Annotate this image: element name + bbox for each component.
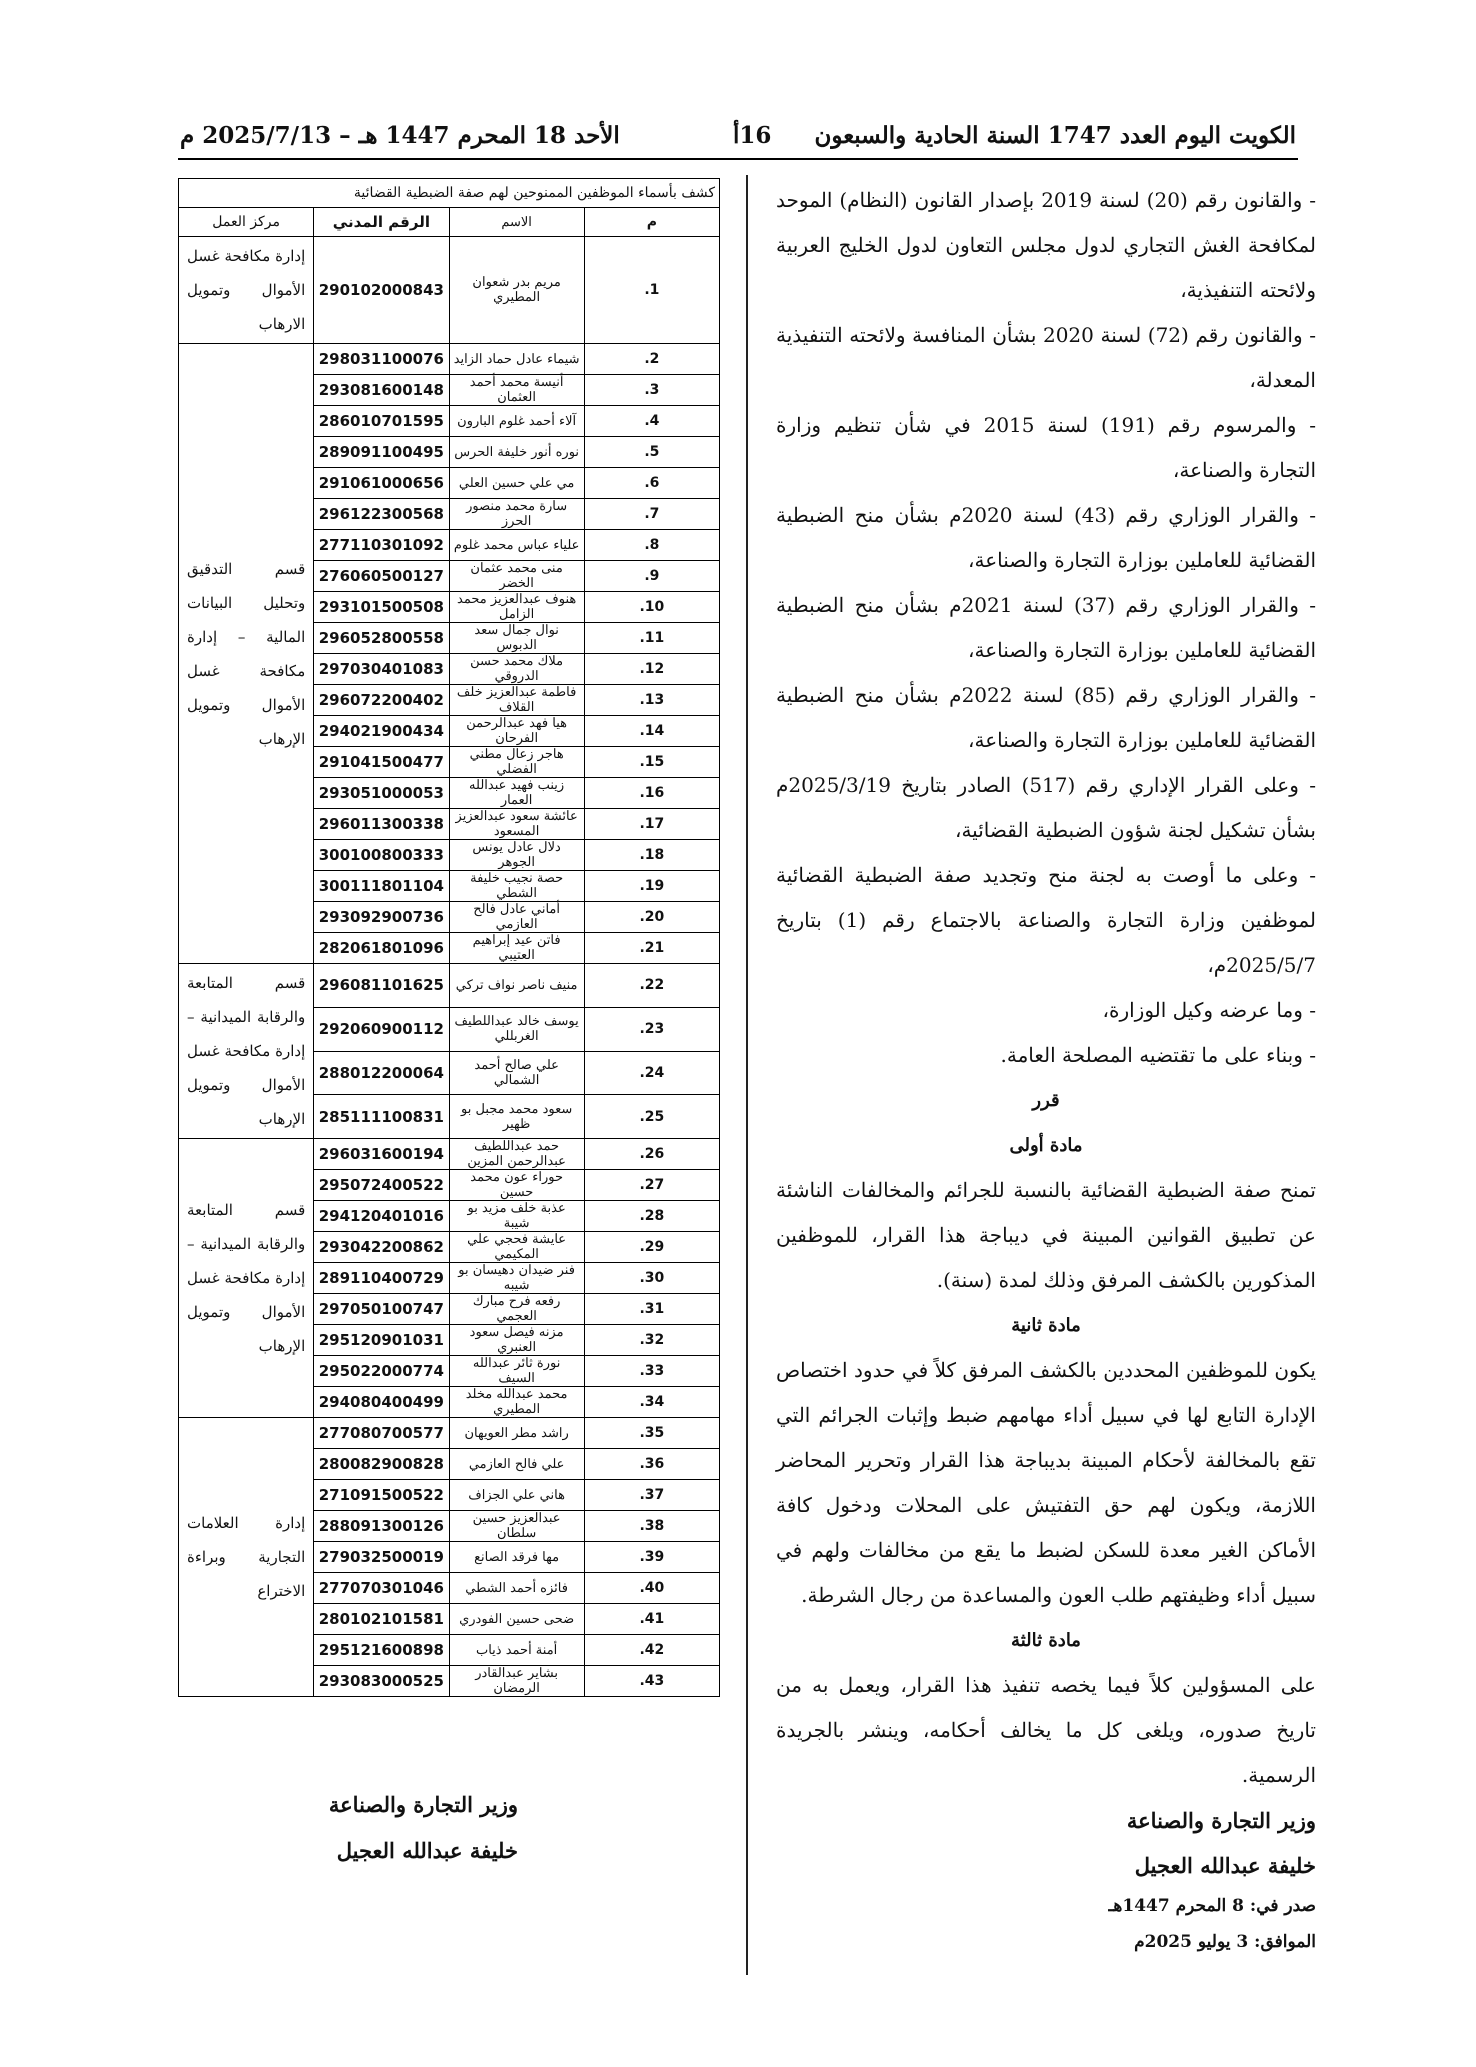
work-center: قسم التدقيق وتحليل البيانات المالية – إدارة مكافحة غسل الأموال وتمويل الإرهاب — [179, 344, 314, 964]
employee-name: بشاير عبدالقادر الرمضان — [449, 1666, 584, 1697]
table-row — [179, 344, 720, 375]
employee-name: منى محمد عثمان الخضر — [449, 561, 584, 592]
civil-id: 271091500522 — [314, 1480, 449, 1511]
civil-id: 277110301092 — [314, 530, 449, 561]
row-number: 6. — [584, 468, 719, 499]
employee-name: عبدالعزيز حسين سلطان — [449, 1511, 584, 1542]
row-number: 40. — [584, 1573, 719, 1604]
row-number: 31. — [584, 1294, 719, 1325]
preamble-item: - وعلى ما أوصت به لجنة منح وتجديد صفة الضبطية القضائية لموظفين وزارة التجارة والصناعة بالاجتماع رقم (1) بتاريخ 2025/5/7م، — [776, 863, 1316, 977]
employee-name: أماني عادل فالح العازمي — [449, 902, 584, 933]
civil-id: 294021900434 — [314, 716, 449, 747]
civil-id: 289110400729 — [314, 1263, 449, 1294]
article-1-title: مادة أولى — [1009, 1135, 1083, 1156]
employee-name: مي علي حسين العلي — [449, 468, 584, 499]
row-number: 8. — [584, 530, 719, 561]
issue-date-hijri: صدر في: 8 المحرم 1447هـ — [1108, 1896, 1316, 1916]
page-header — [178, 118, 1298, 160]
article-1-text: تمنح صفة الضبطية القضائية بالنسبة للجرائم والمخالفات الناشئة عن تطبيق القوانين المبينة في ديباجة هذا القرار، للموظفين المذكورين بالكشف المرفق وذلك لمدة (سنة). — [776, 1178, 1316, 1292]
preamble-item: - والقانون رقم (72) لسنة 2020 بشأن المنافسة ولائحته التنفيذية المعدلة، — [776, 323, 1316, 392]
minister-name: خليفة عبدالله العجيل — [1134, 1853, 1316, 1878]
employee-name: علي فالح العازمي — [449, 1449, 584, 1480]
employee-name: رفعه فرح مبارك العجمي — [449, 1294, 584, 1325]
table-signature — [178, 1782, 518, 1874]
employee-name: فائزه أحمد الشطي — [449, 1573, 584, 1604]
work-center: قسم المتابعة والرقابة الميدانية – إدارة مكافحة غسل الأموال وتمويل الإرهاب — [179, 1139, 314, 1418]
civil-id: 280102101581 — [314, 1604, 449, 1635]
employee-name: دلال عادل يونس الجوهر — [449, 840, 584, 871]
civil-id: 296072200402 — [314, 685, 449, 716]
employees-table — [178, 178, 720, 1697]
civil-id: 295120901031 — [314, 1325, 449, 1356]
civil-id: 294120401016 — [314, 1201, 449, 1232]
signature-name: خليفة عبدالله العجيل — [336, 1838, 518, 1863]
civil-id: 293051000053 — [314, 778, 449, 809]
civil-id: 276060500127 — [314, 561, 449, 592]
employee-name: مريم بدر شعوان المطيري — [449, 237, 584, 344]
employee-name: محمد عبدالله مخلد المطيري — [449, 1387, 584, 1418]
employee-name: هنوف عبدالعزيز محمد الزامل — [449, 592, 584, 623]
civil-id: 294080400499 — [314, 1387, 449, 1418]
row-number: 9. — [584, 561, 719, 592]
civil-id: 296052800558 — [314, 623, 449, 654]
civil-id: 290102000843 — [314, 237, 449, 344]
work-center: إدارة العلامات التجارية وبراءة الاختراع — [179, 1418, 314, 1697]
table-row — [179, 237, 720, 344]
civil-id: 291041500477 — [314, 747, 449, 778]
civil-id: 291061000656 — [314, 468, 449, 499]
employee-name: يوسف خالد عبداللطيف الغربللي — [449, 1007, 584, 1051]
employee-name: زينب فهيد عبدالله العمار — [449, 778, 584, 809]
minister-title: وزير التجارة والصناعة — [1126, 1808, 1316, 1833]
page-number: 16أ — [733, 122, 772, 149]
row-number: 12. — [584, 654, 719, 685]
civil-id: 296031600194 — [314, 1139, 449, 1170]
employee-name: نوره أنور خليفة الحرس — [449, 437, 584, 468]
civil-id: 279032500019 — [314, 1542, 449, 1573]
employee-name: فاتن عيد إبراهيم العتيبي — [449, 933, 584, 964]
row-number: 15. — [584, 747, 719, 778]
employee-name: ضحى حسين الفودري — [449, 1604, 584, 1635]
employee-name: عائشة سعود عبدالعزيز المسعود — [449, 809, 584, 840]
article-2-text: يكون للموظفين المحددين بالكشف المرفق كلاً في حدود اختصاص الإدارة التابع لها في سبيل أداء مهامهم ضبط وإثبات الجرائم التي تقع بالمخالفة لأحكام المبينة بديباجة هذا القرار وتحرير المحاضر اللازمة، ويكون لهم حق التفتيش على المحلات ودخول كافة الأماكن الغير معدة للسكن لضبط ما يقع من مخالفات ولهم في سبيل أداء وظيفتهم طلب العون والمساعدة من رجال الشرطة. — [776, 1358, 1316, 1607]
row-number: 4. — [584, 406, 719, 437]
civil-id: 288091300126 — [314, 1511, 449, 1542]
employee-name: حصة نجيب خليفة الشطي — [449, 871, 584, 902]
preamble-item: - والقرار الوزاري رقم (43) لسنة 2020م بشأن منح الضبطية القضائية للعاملين بوزارة التجارة والصناعة، — [776, 503, 1316, 572]
employee-name: نوال جمال سعد الدبوس — [449, 623, 584, 654]
gazette-issue: الكويت اليوم العدد 1747 السنة الحادية والسبعون — [814, 122, 1296, 149]
row-number: 7. — [584, 499, 719, 530]
employee-name: هاني علي الجزاف — [449, 1480, 584, 1511]
civil-id: 293042200862 — [314, 1232, 449, 1263]
row-number: 22. — [584, 964, 719, 1008]
employee-name: ملاك محمد حسن الدروقي — [449, 654, 584, 685]
civil-id: 293081600148 — [314, 375, 449, 406]
row-number: 14. — [584, 716, 719, 747]
civil-id: 293092900736 — [314, 902, 449, 933]
column-header-name: الاسم — [449, 208, 584, 237]
row-number: 35. — [584, 1418, 719, 1449]
column-header-civil-id: الرقم المدني — [314, 208, 449, 237]
employee-name: سعود محمد مجبل بو ظهير — [449, 1095, 584, 1139]
employee-name: أمنة أحمد ذياب — [449, 1635, 584, 1666]
row-number: 30. — [584, 1263, 719, 1294]
work-center: قسم المتابعة والرقابة الميدانية – إدارة مكافحة غسل الأموال وتمويل الإرهاب — [179, 964, 314, 1139]
preamble-item: - وما عرضه وكيل الوزارة، — [1102, 998, 1316, 1022]
civil-id: 296011300338 — [314, 809, 449, 840]
civil-id: 280082900828 — [314, 1449, 449, 1480]
civil-id: 295072400522 — [314, 1170, 449, 1201]
row-number: 2. — [584, 344, 719, 375]
row-number: 16. — [584, 778, 719, 809]
employee-name: عذبة خلف مزيد بو شيبة — [449, 1201, 584, 1232]
row-number: 33. — [584, 1356, 719, 1387]
employee-name: شيماء عادل حماد الزايد — [449, 344, 584, 375]
row-number: 17. — [584, 809, 719, 840]
issue-date: الأحد 18 المحرم 1447 هـ – 2025/7/13 م — [180, 122, 620, 149]
employee-name: فنر ضيدان دهيسان بو شيبه — [449, 1263, 584, 1294]
employee-name: حوراء عون محمد حسين — [449, 1170, 584, 1201]
civil-id: 298031100076 — [314, 344, 449, 375]
row-number: 23. — [584, 1007, 719, 1051]
employee-name: علياء عباس محمد غلوم — [449, 530, 584, 561]
civil-id: 282061801096 — [314, 933, 449, 964]
civil-id: 293101500508 — [314, 592, 449, 623]
civil-id: 292060900112 — [314, 1007, 449, 1051]
row-number: 36. — [584, 1449, 719, 1480]
preamble-item: - والقرار الوزاري رقم (37) لسنة 2021م بشأن منح الضبطية القضائية للعاملين بوزارة التجارة والصناعة، — [776, 593, 1316, 662]
civil-id: 297030401083 — [314, 654, 449, 685]
row-number: 20. — [584, 902, 719, 933]
preamble-item: - وعلى القرار الإداري رقم (517) الصادر بتاريخ 2025/3/19م بشأن تشكيل لجنة شؤون الضبطية القضائية، — [776, 773, 1317, 842]
decision-text — [776, 178, 1316, 1960]
civil-id: 296081101625 — [314, 964, 449, 1008]
signature-title: وزير التجارة والصناعة — [328, 1792, 518, 1817]
row-number: 10. — [584, 592, 719, 623]
civil-id: 297050100747 — [314, 1294, 449, 1325]
row-number: 25. — [584, 1095, 719, 1139]
civil-id: 288012200064 — [314, 1051, 449, 1095]
row-number: 24. — [584, 1051, 719, 1095]
issue-date-gregorian: الموافق: 3 يوليو 2025م — [1134, 1932, 1316, 1952]
employee-name: مزنه فيصل سعود العنبري — [449, 1325, 584, 1356]
table-row — [179, 1418, 720, 1449]
employee-name: أنيسة محمد أحمد العثمان — [449, 375, 584, 406]
row-number: 41. — [584, 1604, 719, 1635]
row-number: 26. — [584, 1139, 719, 1170]
employee-name: حمد عبداللطيف عبدالرحمن المزين — [449, 1139, 584, 1170]
table-caption-row — [179, 179, 720, 208]
row-number: 38. — [584, 1511, 719, 1542]
civil-id: 295121600898 — [314, 1635, 449, 1666]
article-2-title: مادة ثانية — [1011, 1315, 1081, 1336]
civil-id: 289091100495 — [314, 437, 449, 468]
table-header-row — [179, 208, 720, 237]
employee-name: هاجر زعال مطني الفضلي — [449, 747, 584, 778]
employee-name: نورة ثائر عبدالله السيف — [449, 1356, 584, 1387]
work-center: إدارة مكافحة غسل الأموال وتمويل الارهاب — [179, 237, 314, 344]
row-number: 39. — [584, 1542, 719, 1573]
row-number: 34. — [584, 1387, 719, 1418]
row-number: 3. — [584, 375, 719, 406]
article-3-text: على المسؤولين كلاً فيما يخصه تنفيذ هذا القرار، ويعمل به من تاريخ صدوره، ويلغى كل ما يخالف أحكامه، وينشر بالجريدة الرسمية. — [776, 1673, 1316, 1787]
preamble-item: - والمرسوم رقم (191) لسنة 2015 في شأن تنظيم وزارة التجارة والصناعة، — [776, 413, 1317, 482]
preamble-item: - والقانون رقم (20) لسنة 2019 بإصدار القانون (النظام) الموحد لمكافحة الغش التجاري لدول مجلس التعاون لدول الخليج العربية ولائحته التنفيذية، — [776, 188, 1316, 302]
row-number: 43. — [584, 1666, 719, 1697]
employee-name: هيا فهد عبدالرحمن الفرحان — [449, 716, 584, 747]
employee-name: مها فرقد الصانع — [449, 1542, 584, 1573]
row-number: 27. — [584, 1170, 719, 1201]
row-number: 13. — [584, 685, 719, 716]
preamble-item: - والقرار الوزاري رقم (85) لسنة 2022م بشأن منح الضبطية القضائية للعاملين بوزارة التجارة والصناعة، — [776, 683, 1316, 752]
employee-name: منيف ناصر نواف تركي — [449, 964, 584, 1008]
civil-id: 277070301046 — [314, 1573, 449, 1604]
article-3-title: مادة ثالثة — [1011, 1630, 1081, 1651]
civil-id: 293083000525 — [314, 1666, 449, 1697]
civil-id: 300111801104 — [314, 871, 449, 902]
civil-id: 300100800333 — [314, 840, 449, 871]
row-number: 29. — [584, 1232, 719, 1263]
employee-name: آلاء أحمد غلوم البارون — [449, 406, 584, 437]
column-divider — [746, 175, 748, 1975]
table-caption: كشف بأسماء الموظفين الممنوحين لهم صفة الضبطية القضائية — [179, 179, 720, 208]
employee-name: فاطمة عبدالعزيز خلف القلاف — [449, 685, 584, 716]
civil-id: 277080700577 — [314, 1418, 449, 1449]
row-number: 28. — [584, 1201, 719, 1232]
column-header-num: م — [584, 208, 719, 237]
civil-id: 286010701595 — [314, 406, 449, 437]
table-row — [179, 964, 720, 1008]
employee-name: سارة محمد منصور الحرز — [449, 499, 584, 530]
decided-heading: قرر — [1032, 1090, 1060, 1111]
table-row — [179, 1139, 720, 1170]
row-number: 18. — [584, 840, 719, 871]
employee-name: راشد مطر العويهان — [449, 1418, 584, 1449]
civil-id: 296122300568 — [314, 499, 449, 530]
row-number: 37. — [584, 1480, 719, 1511]
column-header-work-center: مركز العمل — [179, 208, 314, 237]
row-number: 21. — [584, 933, 719, 964]
preamble-item: - وبناء على ما تقتضيه المصلحة العامة. — [1000, 1043, 1316, 1067]
row-number: 5. — [584, 437, 719, 468]
row-number: 42. — [584, 1635, 719, 1666]
row-number: 32. — [584, 1325, 719, 1356]
row-number: 1. — [584, 237, 719, 344]
row-number: 11. — [584, 623, 719, 654]
employee-name: عايشة فحجي علي المكيمي — [449, 1232, 584, 1263]
row-number: 19. — [584, 871, 719, 902]
employee-name: علي صالح أحمد الشمالي — [449, 1051, 584, 1095]
civil-id: 295022000774 — [314, 1356, 449, 1387]
civil-id: 285111100831 — [314, 1095, 449, 1139]
